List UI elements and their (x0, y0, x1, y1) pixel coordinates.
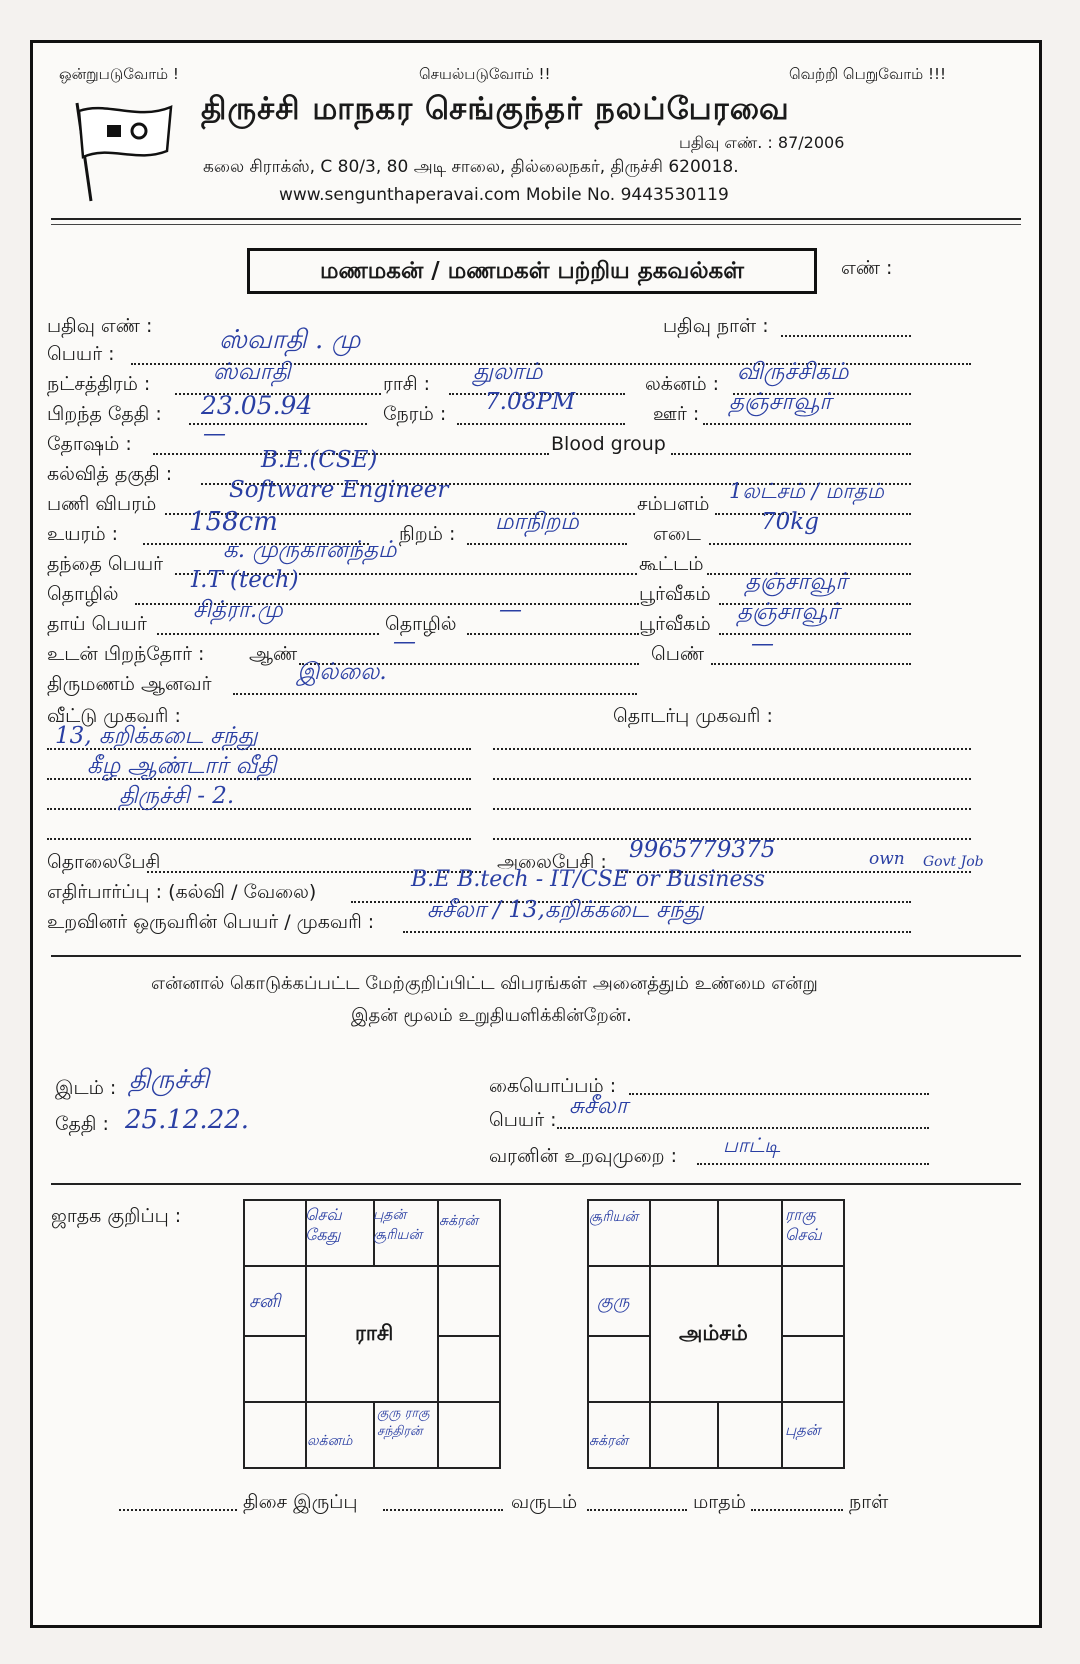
weight-field[interactable] (709, 543, 911, 545)
amsam-cell-text: ராகு செவ் (785, 1205, 822, 1244)
value-date-signed: 25.12.22. (125, 1105, 250, 1135)
home-address-line-3[interactable] (47, 808, 471, 810)
time-field[interactable] (457, 423, 625, 425)
amsam-cell[interactable] (781, 1335, 845, 1403)
value-signer-name: சுசீலா (569, 1093, 628, 1119)
month-field[interactable] (587, 1509, 687, 1511)
married-field[interactable] (233, 693, 637, 695)
value-salary: 1லட்சம் / மாதம் (729, 479, 884, 503)
label-complexion: நிறம் : (399, 523, 456, 545)
label-direction: திசை இருப்பு (243, 1491, 358, 1513)
value-relation: பாட்டி (723, 1133, 781, 1157)
value-time: 7.08PM (485, 389, 576, 415)
label-place-signed: இடம் : (55, 1077, 117, 1099)
mother-job-field[interactable] (467, 633, 639, 635)
label-time: நேரம் : (383, 403, 447, 425)
rasi-cell[interactable] (437, 1335, 501, 1403)
rasi-cell-text: சனி (249, 1291, 281, 1312)
label-father: தந்தை பெயர் (47, 553, 164, 575)
amsam-chart (587, 1199, 857, 1469)
label-education: கல்வித் தகுதி : (47, 463, 173, 485)
label-mother: தாய் பெயர் (47, 613, 147, 635)
value-address-2: கீழ ஆண்டார் வீதி (87, 753, 277, 779)
reg-date-field[interactable] (781, 335, 911, 337)
complexion-field[interactable] (467, 543, 627, 545)
label-name: பெயர் : (47, 343, 115, 365)
value-weight: 70kg (761, 509, 819, 535)
label-reg-no: பதிவு எண் : (47, 315, 153, 337)
label-weight: எடை (653, 523, 701, 545)
label-month: மாதம் (693, 1491, 746, 1513)
label-siblings: உடன் பிறந்தோர் : (47, 643, 205, 665)
amsam-cell-text: சுக்ரன் (589, 1433, 628, 1449)
amsam-cell[interactable] (717, 1199, 783, 1267)
value-brother: — (393, 629, 416, 655)
amsam-cell-text: குரு (597, 1291, 630, 1312)
amsam-cell-text: சூரியன் (589, 1209, 639, 1225)
rasi-title: ராசி (355, 1321, 394, 1345)
value-job: Software Engineer (229, 477, 449, 503)
label-date-signed: தேதி : (55, 1113, 109, 1135)
amsam-cell-text: புதன் (785, 1421, 821, 1439)
motto-left: ஒன்றுபடுவோம் ! (59, 65, 179, 83)
value-exp-note-own: own (869, 849, 905, 869)
value-mother-native: தஞ்சாவூர் (737, 599, 840, 625)
label-home-address: வீட்டு முகவரி : (47, 705, 181, 727)
label-reg-date: பதிவு நாள் : (663, 315, 769, 337)
rasi-cell-text: லக்னம் (307, 1433, 353, 1449)
value-lagnam: விருச்சிகம் (737, 359, 849, 385)
value-place-signed: திருச்சி (129, 1065, 210, 1095)
value-dosham: — (203, 421, 226, 447)
label-kootam: கூட்டம் (639, 553, 704, 575)
value-relative: சுசீலா / 13,கறிக்கடை சந்து (427, 897, 704, 923)
label-mobile: அலைபேசி : (497, 851, 607, 873)
label-lagnam: லக்னம் : (645, 373, 720, 395)
label-brother: ஆண் (249, 643, 298, 665)
label-landline: தொலைபேசி (47, 851, 161, 873)
home-address-line-4[interactable] (47, 838, 471, 840)
amsam-cell[interactable] (717, 1401, 783, 1469)
label-contact-address: தொடர்பு முகவரி : (613, 705, 773, 727)
value-address-3: திருச்சி - 2. (119, 783, 235, 809)
reg-number: பதிவு எண். : 87/2006 (679, 133, 845, 152)
relative-field[interactable] (403, 931, 911, 933)
label-dob: பிறந்த தேதி : (47, 403, 162, 425)
label-mother-native: பூர்வீகம் (639, 613, 711, 635)
label-occupation: தொழில் (47, 583, 119, 605)
label-job: பணி விபரம் (47, 493, 157, 515)
value-native: தஞ்சாவூர் (745, 569, 848, 595)
flag-logo-icon (67, 97, 177, 207)
label-signature: கையொப்பம் : (489, 1075, 617, 1097)
amsam-cell[interactable] (649, 1199, 719, 1267)
value-mother: சித்ரா.மு (193, 597, 283, 623)
rasi-cell-text: குரு ராகு சந்திரன் (377, 1406, 430, 1439)
sister-field[interactable] (711, 663, 911, 665)
label-sister: பெண் (651, 643, 705, 665)
label-dosham: தோஷம் : (47, 433, 132, 455)
form-page (30, 40, 1042, 1628)
signer-name-field[interactable] (557, 1127, 929, 1129)
value-place: தஞ்சாவூர் (729, 389, 832, 415)
label-married: திருமணம் ஆனவர் (47, 673, 212, 695)
value-expectation: B.E B.tech - IT/CSE or Business (411, 867, 766, 892)
value-height: 158cm (189, 507, 278, 537)
declaration-line-1: என்னால் கொடுக்கப்பட்ட மேற்குறிப்பிட்ட விபரங்கள் அனைத்தும் உண்மை என்று (151, 973, 818, 994)
value-star: ஸ்வாதி (213, 359, 291, 385)
horoscope-divider (51, 1183, 1021, 1185)
value-education: B.E.(CSE) (261, 447, 378, 473)
label-height: உயரம் : (47, 523, 119, 545)
serial-label: எண் : (841, 257, 893, 279)
rasi-cell[interactable] (243, 1199, 307, 1267)
value-name: ஸ்வாதி . மு (219, 325, 361, 355)
value-mother-job: — (499, 597, 522, 623)
place-field[interactable] (703, 423, 911, 425)
form-title: மணமகன் / மணமகள் பற்றிய தகவல்கள் (247, 248, 817, 294)
label-mother-job: தொழில் (385, 613, 457, 635)
amsam-title: அம்சம் (679, 1321, 748, 1345)
label-year: வருடம் (511, 1491, 578, 1513)
rasi-cell[interactable] (437, 1401, 501, 1469)
rasi-cell[interactable] (243, 1335, 307, 1403)
amsam-cell[interactable] (649, 1401, 719, 1469)
org-web-mobile: www.sengunthaperavai.com Mobile No. 9443530119 (279, 185, 729, 205)
blood-field[interactable] (671, 453, 911, 455)
direction-field[interactable] (119, 1509, 237, 1511)
rasi-cell[interactable] (437, 1199, 501, 1267)
day-field[interactable] (751, 1509, 843, 1511)
label-relative: உறவினர் ஒருவரின் பெயர் / முகவரி : (47, 911, 375, 933)
value-complexion: மாநிறம் (495, 509, 579, 535)
year-field[interactable] (383, 1509, 503, 1511)
value-married: இல்லை. (297, 659, 387, 685)
label-star: நட்சத்திரம் : (47, 373, 151, 395)
value-dob: 23.05.94 (201, 391, 313, 420)
relation-field[interactable] (697, 1163, 929, 1165)
motto-center: செயல்படுவோம் !! (419, 65, 551, 83)
value-exp-note-govt: Govt Job (923, 854, 984, 870)
label-place: ஊர் : (653, 403, 700, 425)
rasi-cell[interactable] (243, 1401, 307, 1469)
motto-right: வெற்றி பெறுவோம் !!! (789, 65, 947, 83)
rasi-chart (243, 1199, 513, 1469)
mother-native-field[interactable] (719, 633, 911, 635)
label-salary: சம்பளம் (637, 493, 710, 515)
amsam-cell[interactable] (587, 1335, 651, 1403)
contact-address-line-3[interactable] (493, 808, 971, 810)
org-name: திருச்சி மாநகர செங்குந்தர் நலப்பேரவை (201, 91, 790, 127)
label-native: பூர்வீகம் (639, 583, 711, 605)
label-blood: Blood group (551, 433, 666, 455)
value-mobile: 9965779375 (629, 837, 776, 863)
declaration-divider (51, 955, 1021, 957)
value-address-1: 13, கறிக்கடை சந்து (55, 723, 258, 749)
value-father: க. முருகானந்தம் (223, 537, 397, 563)
label-expectation: எதிர்பார்ப்பு : (கல்வி / வேலை) (47, 881, 317, 903)
rasi-cell-text: சுக்ரன் (439, 1213, 478, 1229)
rasi-cell[interactable] (437, 1265, 501, 1337)
header-divider (51, 218, 1021, 220)
value-rasi: துலாம் (473, 359, 543, 385)
mother-field[interactable] (157, 633, 379, 635)
amsam-cell[interactable] (781, 1265, 845, 1337)
label-rasi: ராசி : (383, 373, 431, 395)
contact-address-line-2[interactable] (493, 778, 971, 780)
org-address: கலை சிராக்ஸ், C 80/3, 80 அடி சாலை, தில்லைநகர், திருச்சி 620018. (203, 157, 739, 177)
horoscope-label: ஜாதக குறிப்பு : (51, 1205, 182, 1227)
rasi-cell-text: செவ் கேது (305, 1205, 342, 1244)
rasi-cell-text: புதன் சூரியன் (373, 1207, 423, 1243)
declaration-line-2: இதன் மூலம் உறுதியளிக்கின்றேன். (351, 1005, 632, 1026)
label-signer-name: பெயர் : (489, 1109, 557, 1131)
label-relation: வரனின் உறவுமுறை : (489, 1145, 677, 1167)
signature-field[interactable] (629, 1093, 929, 1095)
value-sister: — (751, 631, 774, 657)
header-divider-thin (51, 224, 1021, 225)
value-occupation: I.T (tech) (191, 567, 299, 593)
contact-address-line-1[interactable] (493, 748, 971, 750)
label-day: நாள் (849, 1491, 889, 1513)
